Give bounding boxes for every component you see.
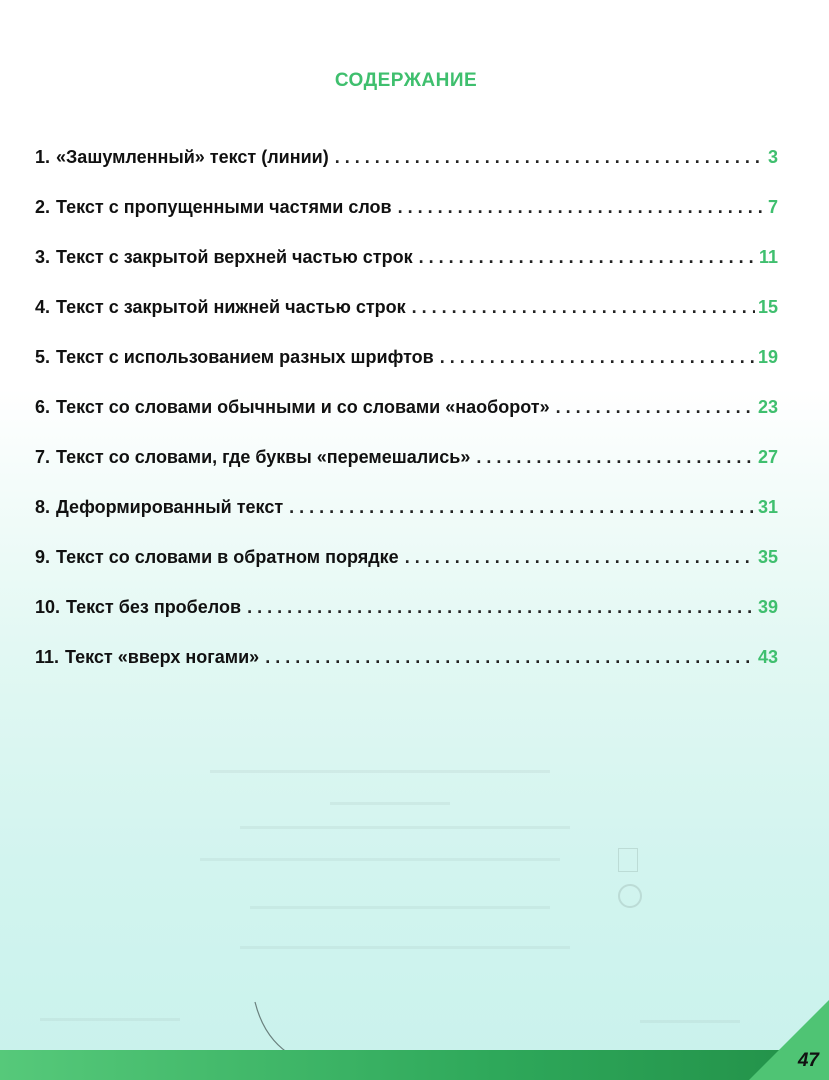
toc-title: Текст со словами, где буквы «перемешались»: [56, 447, 471, 467]
toc-dot-leader: [476, 447, 755, 468]
toc-page-number: 7: [767, 197, 778, 217]
toc-dot-leader: [405, 547, 755, 568]
toc-number: 5.: [35, 347, 51, 367]
toc-dot-leader: [440, 347, 755, 368]
toc-number: 10.: [35, 597, 61, 617]
toc-page-number: 27: [757, 447, 778, 467]
toc-page-number: 35: [757, 547, 778, 567]
toc-number: 11.: [35, 647, 60, 667]
toc-page-number: 31: [757, 497, 778, 517]
page-number: 47: [797, 1050, 819, 1071]
toc-number: 2.: [35, 197, 51, 217]
toc-entry-9[interactable]: [35, 547, 778, 597]
toc-title: Текст со словами обычными и со словами «наоборот»: [56, 397, 550, 417]
toc-page-number: 3: [767, 147, 778, 167]
toc-number: 9.: [35, 547, 51, 567]
page-title: СОДЕРЖАНИЕ: [334, 70, 478, 91]
toc-page-number: 39: [757, 597, 778, 617]
toc-title: Текст с закрытой нижней частью строк: [56, 297, 406, 317]
toc-number: 3.: [35, 247, 51, 267]
toc-number: 8.: [35, 497, 51, 517]
toc-entry-3[interactable]: [35, 247, 778, 297]
toc-entry-8[interactable]: [35, 497, 778, 547]
toc-number: 6.: [35, 397, 51, 417]
toc-dot-leader: [265, 647, 755, 668]
toc-title: Текст без пробелов: [66, 597, 242, 617]
toc-page-number: 43: [757, 647, 778, 667]
toc-title: Текст со словами в обратном порядке: [56, 547, 399, 567]
toc-title: Деформированный текст: [56, 497, 284, 517]
toc-dot-leader: [335, 147, 765, 168]
toc-entry-6[interactable]: [35, 397, 778, 447]
bottom-green-band: [0, 1050, 829, 1080]
toc-entry-2[interactable]: [35, 197, 778, 247]
toc-dot-leader: [247, 597, 755, 618]
toc-number: 7.: [35, 447, 51, 467]
toc-title: Текст с использованием разных шрифтов: [56, 347, 434, 367]
toc-entry-7[interactable]: [35, 447, 778, 497]
toc-title: Текст «вверх ногами»: [65, 647, 260, 667]
toc-page-number: 19: [757, 347, 778, 367]
toc-dot-leader: [398, 197, 765, 218]
toc-entry-11[interactable]: [35, 647, 778, 697]
table-of-contents: [35, 147, 778, 697]
toc-entry-10[interactable]: [35, 597, 778, 647]
toc-page-number: 23: [757, 397, 778, 417]
toc-title: Текст с пропущенными частями слов: [56, 197, 392, 217]
show-through-circle: [618, 884, 642, 908]
toc-number: 4.: [35, 297, 51, 317]
toc-title: Текст с закрытой верхней частью строк: [56, 247, 413, 267]
toc-entry-4[interactable]: [35, 297, 778, 347]
toc-entry-1[interactable]: [35, 147, 778, 197]
toc-entry-5[interactable]: [35, 347, 778, 397]
toc-title: «Зашумленный» текст (линии): [56, 147, 329, 167]
toc-dot-leader: [556, 397, 755, 418]
toc-number: 1.: [35, 147, 51, 167]
toc-page-number: 11: [758, 247, 778, 267]
show-through-mark: [618, 848, 638, 872]
toc-dot-leader: [289, 497, 755, 518]
toc-dot-leader: [412, 297, 755, 318]
toc-dot-leader: [419, 247, 756, 268]
toc-page-number: 15: [757, 297, 778, 317]
